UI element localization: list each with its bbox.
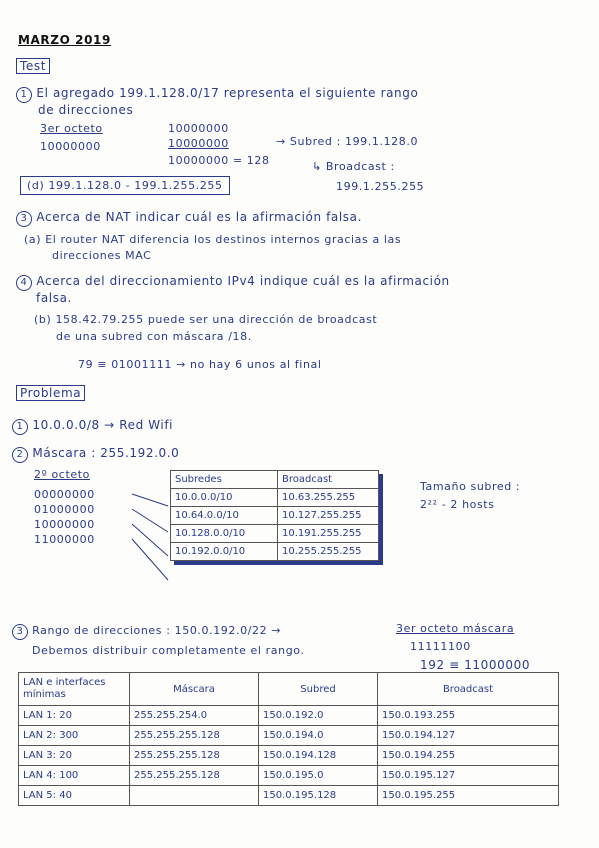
table-row: [19, 766, 559, 786]
p2-octet-label: 2º octeto: [34, 468, 90, 481]
p3-lan-table: [18, 672, 559, 806]
table-row: [171, 489, 379, 507]
table-header-row: [171, 471, 379, 489]
q1-calc-3: 10000000 = 128: [168, 154, 270, 167]
cell-broadcast: 10.255.255.255: [278, 543, 379, 561]
p1-text: 10.0.0.0/8 → Red Wifi: [32, 418, 174, 432]
cell-mascara: 255.255.254.0: [130, 706, 259, 726]
table-row: [19, 786, 559, 806]
page-date: MARZO 2019: [18, 33, 111, 47]
cell-subred: 150.0.192.0: [259, 706, 378, 726]
q1-octet-bin: 10000000: [40, 140, 101, 153]
p3-mask-bits: 11111100: [410, 640, 471, 653]
q1-text-b: de direcciones: [38, 103, 134, 117]
p3-octet-note: 3er octeto máscara: [396, 622, 515, 635]
q4-answer-b: de una subred con máscara /18.: [56, 330, 252, 343]
cell-broadcast: 10.63.255.255: [278, 489, 379, 507]
q1-broadcast-value: 199.1.255.255: [336, 180, 425, 193]
q4-note: 79 ≡ 01001111 → no hay 6 unos al final: [78, 358, 322, 371]
q1-octet-label: 3er octeto: [40, 122, 103, 135]
cell-lan: LAN 4: 100: [19, 766, 130, 786]
q3-text: Acerca de NAT indicar cuál es la afirmación falsa.: [36, 210, 362, 224]
q1-broadcast-label: ↳ Broadcast :: [312, 160, 395, 173]
q3-number: 3: [16, 211, 32, 227]
q1-text-a: El agregado 199.1.128.0/17 representa el siguiente rango: [36, 86, 419, 100]
q1-calc-2: 10000000: [168, 137, 229, 150]
p3-number: 3: [12, 624, 28, 640]
cell-mascara: [130, 786, 259, 806]
p3-line: [12, 624, 281, 640]
p3-text-a: Rango de direcciones : 150.0.192.0/22 →: [32, 624, 282, 637]
p2-octet-0: 00000000: [34, 488, 95, 501]
table-row: [19, 706, 559, 726]
p2-octet-2: 10000000: [34, 518, 95, 531]
p2-mask: Máscara : 255.192.0.0: [32, 446, 180, 460]
cell-subred: 10.64.0.0/10: [171, 507, 278, 525]
cell-broadcast: 150.0.194.127: [378, 726, 559, 746]
p2-octet-3: 11000000: [34, 533, 95, 546]
q3-answer-a: (a) El router NAT diferencia los destinos internos gracias a las: [24, 233, 402, 246]
p2-size-label: Tamaño subred :: [420, 480, 521, 493]
q1-calc-1: 10000000: [168, 122, 229, 135]
p2-subnet-table: [170, 470, 379, 561]
p2-octet-1: 01000000: [34, 503, 95, 516]
cell-subred: 150.0.195.128: [259, 786, 378, 806]
problema-label: Problema: [16, 385, 85, 401]
cell-subred: 150.0.194.128: [259, 746, 378, 766]
table-row: [171, 525, 379, 543]
header-lan: LAN e interfaces mínimas: [19, 673, 130, 706]
cell-subred: 150.0.195.0: [259, 766, 378, 786]
p3-eq: 192 ≡ 11000000: [420, 658, 531, 672]
q1-number: 1: [16, 87, 32, 103]
q1-answer: (d) 199.1.128.0 - 199.1.255.255: [20, 176, 230, 195]
p2-number: 2: [12, 447, 28, 463]
cell-lan: LAN 3: 20: [19, 746, 130, 766]
cell-broadcast: 150.0.195.255: [378, 786, 559, 806]
header-subredes: Subredes: [171, 471, 278, 489]
cell-broadcast: 150.0.195.127: [378, 766, 559, 786]
header-broadcast: Broadcast: [278, 471, 379, 489]
cell-lan: LAN 1: 20: [19, 706, 130, 726]
p3-text-b: Debemos distribuir completamente el rango.: [32, 644, 305, 657]
q4-text-b: falsa.: [36, 291, 72, 305]
arrow-1: [132, 494, 168, 506]
table-row: [19, 726, 559, 746]
cell-subred: 10.192.0.0/10: [171, 543, 278, 561]
table-row: [19, 746, 559, 766]
cell-lan: LAN 2: 300: [19, 726, 130, 746]
header-subred: Subred: [259, 673, 378, 706]
q4-number: 4: [16, 275, 32, 291]
p2-size-value: 2²² - 2 hosts: [420, 498, 495, 511]
cell-subred: 10.0.0.0/10: [171, 489, 278, 507]
cell-mascara: 255.255.255.128: [130, 766, 259, 786]
cell-lan: LAN 5: 40: [19, 786, 130, 806]
cell-subred: 10.128.0.0/10: [171, 525, 278, 543]
cell-mascara: 255.255.255.128: [130, 726, 259, 746]
cell-broadcast: 10.127.255.255: [278, 507, 379, 525]
cell-broadcast: 150.0.194.255: [378, 746, 559, 766]
header-broadcast: Broadcast: [378, 673, 559, 706]
header-mascara: Máscara: [130, 673, 259, 706]
arrow-4: [132, 539, 168, 580]
q4-answer-a: (b) 158.42.79.255 puede ser una dirección de broadcast: [34, 313, 378, 326]
q4-text-a: Acerca del direccionamiento IPv4 indique cuál es la afirmación: [36, 274, 450, 288]
test-label: Test: [16, 58, 50, 74]
cell-mascara: 255.255.255.128: [130, 746, 259, 766]
cell-broadcast: 10.191.255.255: [278, 525, 379, 543]
p1-number: 1: [12, 419, 28, 435]
q1-subred: → Subred : 199.1.128.0: [276, 135, 419, 148]
table-row: [171, 543, 379, 561]
cell-broadcast: 150.0.193.255: [378, 706, 559, 726]
table-row: [171, 507, 379, 525]
cell-subred: 150.0.194.0: [259, 726, 378, 746]
q3-answer-b: direcciones MAC: [52, 249, 152, 262]
table-header-row: [19, 673, 559, 706]
